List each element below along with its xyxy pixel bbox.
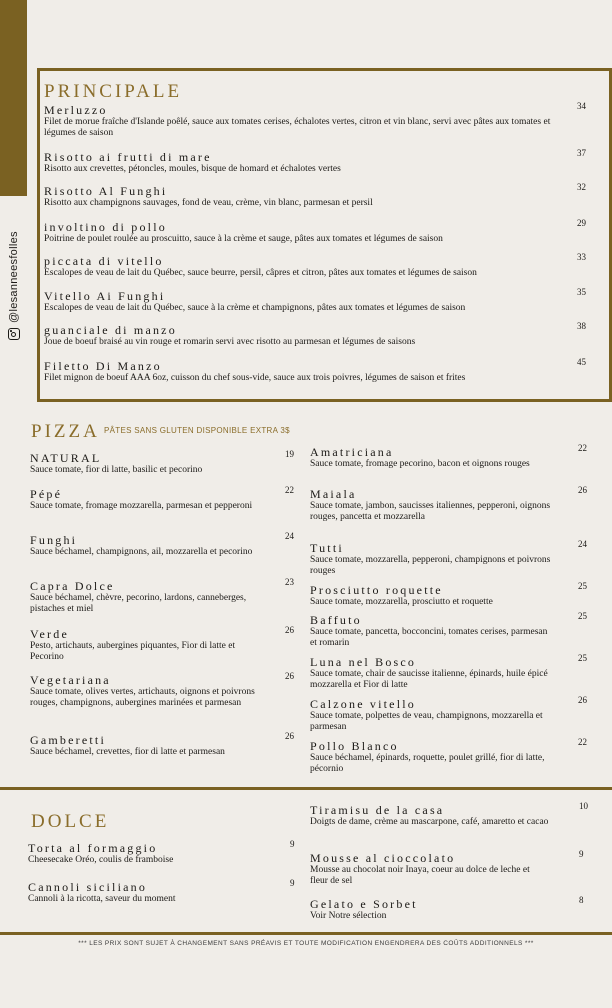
menu-item-name: Gamberetti	[30, 733, 106, 747]
menu-item-name: guanciale di manzo	[44, 323, 177, 337]
menu-item-price: 26	[285, 625, 294, 635]
menu-item-name: piccata di vitello	[44, 254, 164, 268]
menu-item-description: Sauce tomate, fromage mozzarella, parmesan et pepperoni	[30, 501, 253, 511]
menu-item-name: Maiala	[310, 487, 357, 501]
menu-item	[44, 360, 564, 384]
menu-item	[310, 446, 555, 470]
menu-item-name: Pépé	[30, 487, 63, 501]
menu-item	[30, 580, 270, 615]
menu-item-description: Sauce tomate, pancetta, bocconcini, tomates cerises, parmesan et romarin	[310, 627, 548, 648]
menu-item-name: Merluzzo	[44, 103, 108, 117]
menu-item-price: 9	[579, 849, 584, 859]
menu-item-price: 35	[577, 287, 586, 297]
menu-item-name: Torta al formaggio	[28, 841, 158, 855]
menu-item-price: 26	[285, 731, 294, 741]
menu-item-price: 24	[578, 539, 587, 549]
menu-item-price: 34	[577, 101, 586, 111]
menu-item-price: 19	[285, 449, 294, 459]
menu-item	[44, 290, 564, 314]
menu-item-description: Sauce béchamel, épinards, roquette, poulet grillé, fior di latte, pécornio	[310, 753, 545, 774]
menu-item-price: 33	[577, 252, 586, 262]
menu-item-name: Gelato e Sorbet	[310, 897, 418, 911]
menu-item-price: 37	[577, 148, 586, 158]
menu-item-price: 32	[577, 182, 586, 192]
menu-item-name: Pollo Blanco	[310, 739, 399, 753]
menu-item-description: Sauce béchamel, crevettes, fior di latte et parmesan	[30, 747, 225, 757]
menu-item-description: Escalopes de veau de lait du Québec, sauce beurre, persil, câpres et citron, pâtes aux tomates et légumes de saison	[44, 268, 477, 278]
menu-item-description: Sauce tomate, chair de saucisse italienne, épinards, huile épicé mozzarella et Fior di latte	[310, 669, 548, 690]
section-title-principale: PRINCIPALE	[44, 81, 183, 102]
section-title-pizza: PIZZA	[31, 421, 100, 442]
menu-item	[310, 804, 550, 828]
menu-item	[310, 656, 555, 691]
menu-item-name: Funghi	[30, 533, 78, 547]
menu-item-description: Filet mignon de boeuf AAA 6oz, cuisson du chef sous-vide, sauce aux trois poivres, légumes de saison et frites	[44, 373, 466, 383]
menu-item-description: Cannoli à la ricotta, saveur du moment	[28, 894, 176, 904]
instagram-handle: @lesanneesfolles	[8, 231, 20, 323]
menu-item-name: Risotto Al Funghi	[44, 184, 168, 198]
menu-item-price: 25	[578, 653, 587, 663]
decorative-gold-bar	[0, 0, 27, 196]
menu-item	[310, 542, 555, 577]
menu-item-description: Sauce tomate, fromage pecorino, bacon et oignons rouges	[310, 459, 530, 469]
menu-item	[30, 628, 270, 663]
menu-item-name: Capra Dolce	[30, 579, 115, 593]
menu-item-price: 22	[578, 737, 587, 747]
menu-item	[44, 104, 564, 139]
menu-item	[30, 674, 270, 709]
menu-item	[28, 842, 268, 866]
menu-item-name: Vegetariana	[30, 673, 111, 687]
menu-item-description: Poitrine de poulet roulée au proscuitto, sauce à la crème et sauge, pâtes aux tomates et légumes de saison	[44, 234, 443, 244]
dolce-divider-top	[0, 787, 612, 790]
menu-item-name: Baffuto	[310, 613, 362, 627]
menu-item	[310, 584, 555, 608]
menu-item-price: 8	[579, 895, 584, 905]
menu-item-name: Calzone vitello	[310, 697, 416, 711]
menu-item	[30, 534, 270, 558]
menu-item-description: Sauce tomate, polpettes de veau, champignons, mozzarella et parmesan	[310, 711, 543, 732]
menu-item-name: Filetto Di Manzo	[44, 359, 162, 373]
menu-item-name: Risotto ai frutti di mare	[44, 150, 212, 164]
menu-item-description: Sauce tomate, mozzarella, pepperoni, champignons et poivrons rouges	[310, 555, 551, 576]
menu-item-name: Amatriciana	[310, 445, 394, 459]
menu-item-price: 9	[290, 839, 295, 849]
menu-item	[310, 898, 550, 922]
menu-item-price: 25	[578, 581, 587, 591]
menu-item-name: NATURAL	[30, 451, 102, 465]
menu-item	[44, 324, 564, 348]
menu-item	[44, 151, 564, 175]
menu-item-price: 26	[578, 695, 587, 705]
menu-item	[44, 255, 564, 279]
menu-item-price: 9	[290, 878, 295, 888]
menu-item-price: 23	[285, 577, 294, 587]
menu-item-description: Joue de boeuf braisé au vin rouge et romarin servi avec risotto au parmesan et légumes de saisons	[44, 337, 416, 347]
menu-item-name: Tutti	[310, 541, 344, 555]
principale-frame-left	[37, 68, 40, 402]
menu-item-description: Voir Notre sélection	[310, 911, 387, 921]
menu-item-description: Risotto aux champignons sauvages, fond de veau, crème, vin blanc, parmesan et persil	[44, 198, 373, 208]
menu-item	[44, 185, 564, 209]
menu-item	[30, 452, 270, 476]
menu-item-description: Sauce béchamel, champignons, ail, mozzarella et pecorino	[30, 547, 253, 557]
menu-item-description: Sauce tomate, jambon, saucisses italiennes, pepperoni, oignons rouges, pancetta et mozzarella	[310, 501, 551, 522]
menu-item	[28, 881, 268, 905]
menu-item-name: Vitello Ai Funghi	[44, 289, 166, 303]
menu-item	[30, 488, 270, 512]
menu-item-name: involtino di pollo	[44, 220, 167, 234]
menu-item-description: Filet de morue fraîche d'Islande poêlé, sauce aux tomates cerises, échalotes vertes, citron et vin blanc, servi avec pâtes aux tomates et légumes de saison	[44, 117, 551, 138]
menu-item-description: Sauce tomate, mozzarella, prosciutto et roquette	[310, 597, 493, 607]
menu-item-price: 45	[577, 357, 586, 367]
menu-item-name: Prosciutto roquette	[310, 583, 443, 597]
menu-item-description: Sauce tomate, fior di latte, basilic et pecorino	[30, 465, 203, 475]
menu-item-price: 22	[578, 443, 587, 453]
menu-item	[310, 614, 555, 649]
menu-item-price: 25	[578, 611, 587, 621]
menu-item-description: Sauce béchamel, chèvre, pecorino, lardons, canneberges, pistaches et miel	[30, 593, 247, 614]
principale-frame-bottom	[37, 399, 612, 402]
menu-item-description: Pesto, artichauts, aubergines piquantes, Fior di latte et Pecorino	[30, 641, 236, 662]
menu-item-description: Doigts de dame, crème au mascarpone, café, amaretto et cacao	[310, 817, 549, 827]
menu-item-description: Escalopes de veau de lait du Québec, sauce à la crème et champignons, pâtes aux tomates et légumes de saison	[44, 303, 466, 313]
instagram-icon	[8, 328, 20, 340]
menu-item-description: Cheesecake Oréo, coulis de framboise	[28, 855, 174, 865]
menu-item-name: Cannoli siciliano	[28, 880, 148, 894]
menu-item-price: 24	[285, 531, 294, 541]
menu-item-name: Luna nel Bosco	[310, 655, 417, 669]
menu-item-price: 26	[285, 671, 294, 681]
menu-item	[30, 734, 270, 758]
instagram-link[interactable]	[4, 214, 24, 340]
menu-item-name: Mousse al cioccolato	[310, 851, 456, 865]
principale-frame-top	[37, 68, 612, 71]
menu-item	[44, 221, 564, 245]
menu-item	[310, 740, 555, 775]
menu-item-description: Sauce tomate, olives vertes, artichauts, oignons et poivrons rouges, champignons, aubergines marinées et parmesan	[30, 687, 255, 708]
menu-item-price: 22	[285, 485, 294, 495]
menu-item-description: Mousse au chocolat noir Inaya, coeur au dolce de leche et fleur de sel	[310, 865, 530, 886]
menu-item-name: Verde	[30, 627, 69, 641]
menu-item-description: Risotto aux crevettes, pétoncles, moules, bisque de homard et échalotes vertes	[44, 164, 341, 174]
menu-item-price: 10	[579, 801, 588, 811]
menu-item	[310, 698, 555, 733]
gluten-free-note: PÂTES SANS GLUTEN DISPONIBLE EXTRA 3$	[104, 426, 290, 435]
menu-item	[310, 852, 550, 887]
price-disclaimer: *** LES PRIX SONT SUJET À CHANGEMENT SANS PRÉAVIS ET TOUTE MODIFICATION ENGENDRERA DES COÛTS ADDITIONNELS ***	[78, 940, 534, 947]
dolce-divider-bottom	[0, 932, 612, 935]
menu-item-name: Tiramisu de la casa	[310, 803, 445, 817]
menu-item	[310, 488, 555, 523]
menu-item-price: 38	[577, 321, 586, 331]
menu-item-price: 29	[577, 218, 586, 228]
menu-item-price: 26	[578, 485, 587, 495]
section-title-dolce: DOLCE	[31, 811, 110, 832]
